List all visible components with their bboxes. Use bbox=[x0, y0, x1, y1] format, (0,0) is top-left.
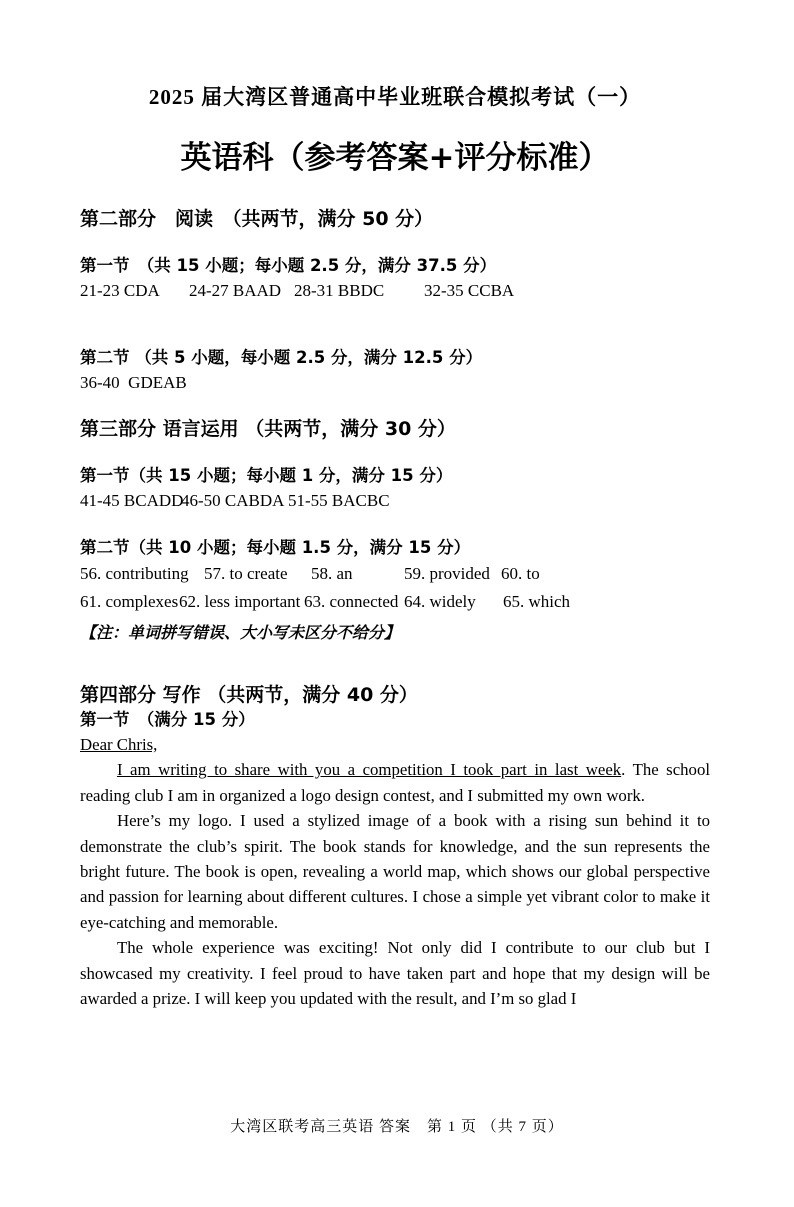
sample-letter bbox=[80, 732, 710, 1011]
answer-item: 63. connected bbox=[304, 592, 399, 611]
salutation-text: Dear Chris, bbox=[80, 735, 158, 754]
answer-item: 60. to bbox=[501, 564, 540, 583]
exam-answer-page bbox=[0, 84, 794, 1207]
part4-section1-heading: 第一节 （满分 15 分） bbox=[80, 710, 255, 729]
answer-group: 21-23 CDA bbox=[80, 281, 160, 300]
answer-item: 58. an bbox=[311, 564, 353, 583]
part4-heading: 第四部分 写作 （共两节，满分 40 分） bbox=[80, 684, 418, 706]
part2-heading: 第二部分 阅读 （共两节，满分 50 分） bbox=[80, 208, 434, 230]
paragraph-1-rest: . The school reading club I am in organized a logo design contest, and I submitted my own work. bbox=[80, 760, 710, 805]
answer-group: 41-45 BCADD bbox=[80, 491, 184, 510]
underlined-opening-sentence: I am writing to share with you a competition I took part in last week bbox=[116, 760, 622, 780]
answer-item: 65. which bbox=[503, 592, 571, 611]
answer-group: 24-27 BAAD bbox=[189, 281, 282, 300]
answer-group: 28-31 BBDC bbox=[294, 281, 385, 300]
subject-title: 英语科（参考答案+评分标准） bbox=[180, 140, 610, 176]
answer-item: 59. provided bbox=[404, 564, 490, 583]
letter-paragraph-1 bbox=[80, 757, 710, 808]
letter-paragraph-2: Here’s my logo. I used a stylized image of a book with a rising sun behind it to demonstrate the club’s spirit. The book stands for knowledge, and the sun represents the bright future. The book is open, revealing a world map, which shows our global perspective and passion for learning about different cultures. I chose a simple yet vibrant color to make it eye-catching and memorable. bbox=[80, 811, 710, 932]
answer-item: 56. contributing bbox=[80, 564, 189, 583]
part3-section2-heading: 第二节（共 10 小题；每小题 1.5 分，满分 15 分） bbox=[80, 538, 471, 557]
answer-group: 36-40 GDEAB bbox=[80, 373, 187, 392]
answer-item: 61. complexes bbox=[80, 592, 179, 611]
answer-item: 57. to create bbox=[204, 564, 288, 583]
part2-section1-heading: 第一节 （共 15 小题；每小题 2.5 分，满分 37.5 分） bbox=[80, 256, 497, 275]
part3-section2-answers-row1 bbox=[80, 560, 710, 588]
part2-section2-heading: 第二节 （共 5 小题，每小题 2.5 分，满分 12.5 分） bbox=[80, 348, 483, 367]
grading-note: 【注：单词拼写错误、大小写未区分不给分】 bbox=[80, 623, 401, 642]
answer-item: 62. less important bbox=[179, 592, 301, 611]
answer-group: 51-55 BACBC bbox=[288, 491, 390, 510]
part3-section1-answers bbox=[80, 488, 710, 514]
exam-title: 2025 届大湾区普通高中毕业班联合模拟考试（一） bbox=[148, 85, 642, 109]
page-footer: 大湾区联考高三英语 答案 第 1 页 （共 7 页） bbox=[230, 1119, 564, 1135]
part3-section1-heading: 第一节（共 15 小题；每小题 1 分，满分 15 分） bbox=[80, 466, 453, 485]
answer-item: 64. widely bbox=[404, 592, 476, 611]
part3-section2-answers-row2 bbox=[80, 588, 710, 616]
letter-salutation bbox=[80, 732, 710, 757]
answer-group: 32-35 CCBA bbox=[424, 281, 515, 300]
part3-heading: 第三部分 语言运用 （共两节，满分 30 分） bbox=[80, 418, 456, 440]
part2-section2-answers bbox=[80, 370, 710, 396]
part2-section1-answers bbox=[80, 278, 710, 304]
letter-paragraph-3: The whole experience was exciting! Not only did I contribute to our club but I showcased my creativity. I feel proud to have taken part and hope that my design will be awarded a prize. I will keep you updated with the result, and I’m so glad I bbox=[80, 938, 710, 1009]
answer-group: 46-50 CABDA bbox=[181, 491, 285, 510]
